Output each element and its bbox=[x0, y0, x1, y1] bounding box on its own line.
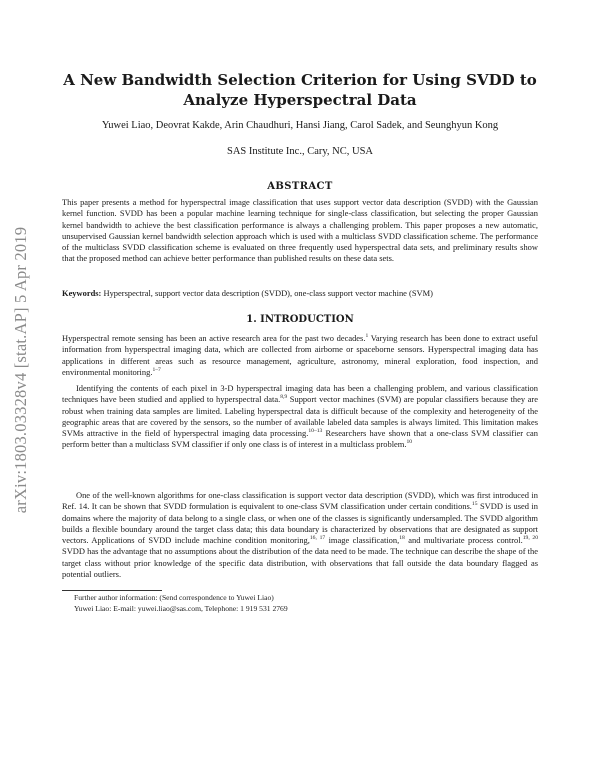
citation: 18 bbox=[399, 535, 405, 541]
footnote-line-2: Yuwei Liao: E-mail: yuwei.liao@sas.com, Telephone: 1 919 531 2769 bbox=[74, 604, 288, 613]
p1-text-b: Varying research has been done to extract useful information from hyperspectral imaging data, which are collected from airborne or spaceborne sensors. Hyperspectral imaging data has applications in different areas such as resource management, agriculture, astronomy, mineral exploration, food inspection, and environmental monitoring. bbox=[62, 333, 538, 377]
intro-paragraph-2 bbox=[62, 383, 538, 451]
abstract-text: This paper presents a method for hyperspectral image classification that uses support vector data description (SVDD) with the Gaussian kernel function. SVDD has been a popular machine learning technique for single-class classification, but selecting the proper Gaussian kernel bandwidth to achieve the best classification performance is always a challenging problem. This paper proposes a new automatic, unsupervised Gaussian kernel bandwidth selection approach which is used with a multiclass SVDD classification scheme. The performance of the multiclass SVDD classification scheme is evaluated on three frequently used hyperspectral data sets, and preliminary results show that the proposed method can achieve better performance than published results on these data sets. bbox=[62, 197, 538, 264]
paper-title bbox=[60, 70, 540, 110]
affiliation: SAS Institute Inc., Cary, NC, USA bbox=[226, 146, 374, 157]
keywords-text: Hyperspectral, support vector data description (SVDD), one-class support vector machine (SVM) bbox=[103, 288, 433, 298]
p3-text-a: One of the well-known algorithms for one-class classification is support vector data description (SVDD), which was first introduced in Ref. 14. It can be shown that SVDD formulation is equivalent to one-class SVM classification under certain conditions. bbox=[62, 490, 538, 512]
keywords-label: Keywords: bbox=[62, 288, 102, 298]
citation: 10 bbox=[406, 439, 413, 446]
p2-text-a: Identifying the contents of each pixel in 3-D hyperspectral imaging data has been a challenging problem, and various classification techniques have been studied and applied to hyperspectral data. bbox=[62, 383, 538, 405]
author-list: Yuwei Liao, Deovrat Kakde, Arin Chaudhuri, Hansi Jiang, Carol Sadek, and Seunghyun Kong bbox=[101, 120, 499, 131]
p3-text-b: SVDD is used in domains where the majority of data belong to a single class, or when one of the classes is significantly undersampled. The SVDD algorithm builds a flexible boundary around the target class data; this data boundary is characterized by observations that are designated as support vectors. Applications of SVDD include machine condition monitoring, bbox=[62, 501, 538, 545]
citation: 15 bbox=[471, 501, 478, 508]
arxiv-stamp-text: arXiv:1803.03328v4 [stat.AP] 5 Apr 2019 bbox=[11, 226, 30, 514]
title-line-2: Analyze Hyperspectral Data bbox=[183, 91, 417, 109]
citation: 16, 17 bbox=[309, 535, 326, 541]
citation: 1 bbox=[365, 333, 369, 339]
p3-text-c: image classification, bbox=[325, 535, 400, 545]
citation: 10–13 bbox=[308, 428, 323, 434]
citation: 8,9 bbox=[280, 394, 288, 401]
p1-text-a: Hyperspectral remote sensing has been an active research area for the past two decades. bbox=[62, 333, 366, 343]
citation: 1–7 bbox=[152, 366, 161, 373]
footnote-rule bbox=[62, 590, 162, 591]
abstract-heading: ABSTRACT bbox=[267, 181, 333, 192]
p3-text-d: and multivariate process control. bbox=[404, 535, 523, 545]
section-heading-introduction: 1. INTRODUCTION bbox=[246, 314, 354, 325]
title-line-1: A New Bandwidth Selection Criterion for Using SVDD to bbox=[63, 71, 537, 89]
footnote-line-1: Further author information: (Send correspondence to Yuwei Liao) bbox=[74, 593, 274, 602]
keywords bbox=[62, 288, 538, 299]
p3-text-e: SVDD has the advantage that no assumptions about the distribution of the data need to be made. The technique can describe the shape of the target class without prior knowledge of the specific data distribution, with observations that fall outside the data boundary flagged as potential outliers. bbox=[62, 546, 538, 579]
citation: 19, 20 bbox=[522, 535, 539, 541]
intro-paragraph-1 bbox=[62, 333, 538, 378]
intro-paragraph-3 bbox=[62, 490, 538, 580]
p2-text-b: Support vector machines (SVM) are popular classifiers because they are robust when training data samples are limited. Labeling hyperspectral data is difficult because of the complexity and heterogeneity of the geographic areas that are covered by the sensors, so the number of available labeled data samples is always limited. This limitation makes SVMs attractive in the field of hyperspectral imaging data processing. bbox=[62, 394, 538, 438]
p2-text-c: Researchers have shown that a one-class SVM classifier can perform better than a multiclass SVM classifier if only one class is of interest in a multiclass problem. bbox=[62, 428, 538, 450]
arxiv-stamp bbox=[10, 200, 32, 540]
